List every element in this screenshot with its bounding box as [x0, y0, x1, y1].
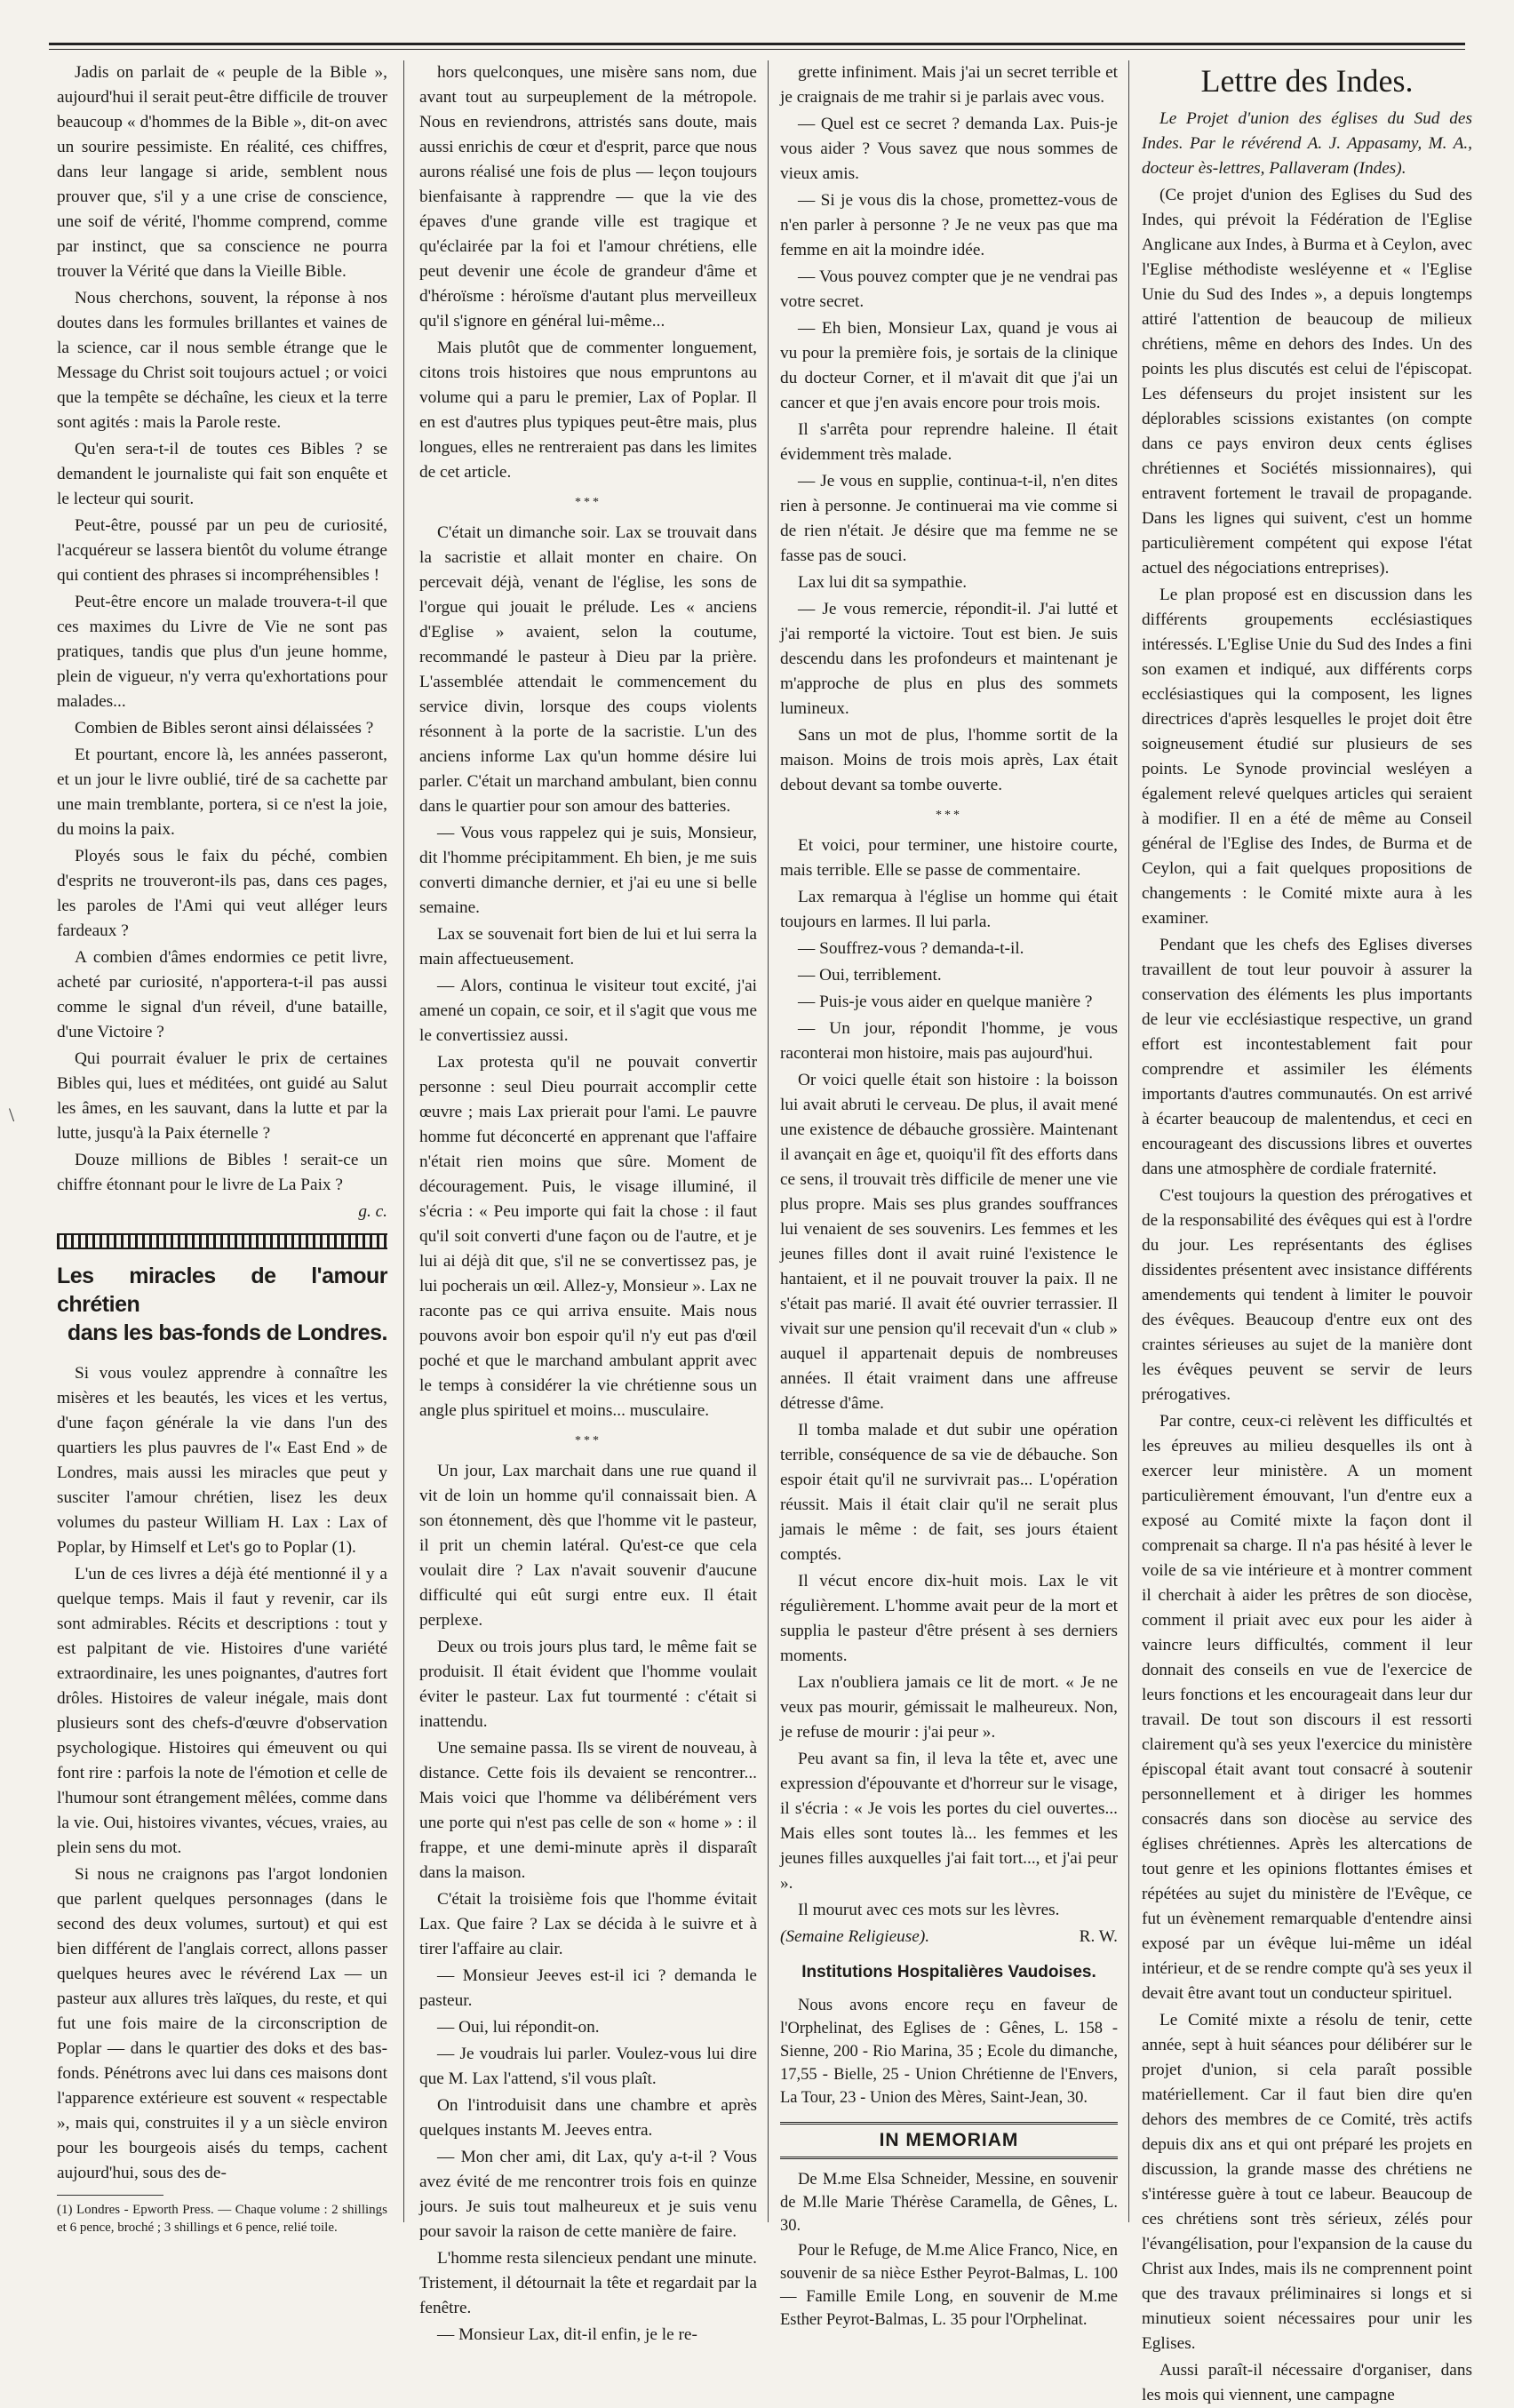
margin-mark: \ — [9, 1104, 15, 1126]
paragraph: On l'introduisit dans une chambre et après quelques instants M. Jeeves entra. — [419, 2096, 757, 2140]
paragraph: L'un de ces livres a déjà été mentionné il y a quelque temps. Mais il faut y revenir, car ils sont admirables. Récits et descriptions : tout y est palpitant de vie. Histoires d'une variété extraordinaire, les unes poignantes, d'autres fort drôles. Histoires de valeur inégale, mais dont plusieurs sont des chefs-d'œuvre d'observation psychologique. Histoires qui émeuvent ou qui font rire : parfois la note de l'émotion et celle de l'humour sont étrangement mêlées, comme dans la vie. Oui, histoires vivantes, vécues, vraies, au plein sens du mot. — [57, 1565, 387, 1857]
paragraph: — Oui, lui répondit-on. — [437, 2018, 600, 2037]
paragraph: hors quelconques, une misère sans nom, due avant tout au surpeuplement de la métropole. Nous en reviendrons, attristés sans doute, mais aussi enrichis de cœur et d'esprit, parce que nous aurons réalisé une fois de plus — leçon toujours bienfaisante à rapprendre — que la vie des épaves d'une grande ville est tragique et qu'éclairée par la foi et l'amour chrétiens, elle peut devenir une école de grandeur d'âme et d'héroïsme : héroïsme d'autant plus merveilleux qu'il s'ignore en général lui-même... — [419, 63, 757, 331]
paragraph: Le plan proposé est en discussion dans les différents groupements ecclésiastiques intéressés. L'Eglise Unie du Sud des Indes a fini son examen et indiqué, aux différents corps ecclésiastiques qui la composent, les lignes directrices d'après lesquelles le projet doit être soigneusement étudié sur plusieurs de ses points. Le Synode provincial wesléyen a également relevé quelques articles qui seraient à modifier. Il en a été de même au Conseil général de l'Eglise des Indes, de Burma et de Ceylon, qui a fait quelques propositions de changements : le Comité mixte aura à les examiner. — [1142, 586, 1472, 928]
institutions-title: Institutions Hospitalières Vaudoises. — [801, 1963, 1096, 1981]
source: (Semaine Religieuse). — [780, 1927, 930, 1946]
paragraph: Si nous ne craignons pas l'argot londonien que parlent quelques personnages (dans le second des deux volumes, surtout) et qui est bien différent de l'anglais correct, allons passer quelques heures avec le révérend Lax — un pasteur aux allures très laïques, du reste, et qui fut une fois maire de la circonscription de Poplar — dans le quartier des doks et des bas-fonds. Pénétrons avec lui dans ces maisons dont l'apparence extérieure est souvent « respectable », mais qui, construites il y a un siècle environ pour les bourgeois aisés du temps, cachent aujourd'hui, sous des de- — [57, 1865, 387, 2182]
column-3 — [780, 60, 1118, 2329]
paragraph: Par contre, ceux-ci relèvent les difficultés et les épreuves au milieu desquelles ils ont à exercer leur ministère. A un moment particulièrement émouvant, l'un d'entre eux a exposé au Comité mixte la façon dont il comprenait sa charge. Il n'a pas hésité à lever le voile de sa vie intérieure et à montrer comment il cherchait à aider les prêtres de son diocèse, comment il priait avec eux pour les aider à vaincre leurs difficultés, comment il leur donnait des conseils en vue de l'exercice de leurs fonctions et les encourageait dans leur dur travail. De tout son discours il est ressorti clairement qu'à ses yeux l'exercice du ministère épiscopal était avant tout consacré à soutenir personnellement et à diriger les hommes consacrés dans son diocèse au service des églises chrétiennes. Après les altercations de tout genre et les opinions flottantes émises et répétées au sujet du ministère de l'Evêque, ce fut un évènement remarquable d'entendre ainsi exposé par un évêque lui-même un idéal intérieur, et de se rendre compte qu'à ses yeux il devait être avant tout un conducteur spirituel. — [1142, 1412, 1472, 2003]
column-divider — [403, 60, 404, 2222]
paragraph: grette infiniment. Mais j'ai un secret terrible et je craignais de me trahir si je parlais avec vous. — [780, 63, 1118, 107]
paragraph: Il tomba malade et dut subir une opération terrible, conséquence de sa vie de débauche. Son espoir était qu'il ne survivrait pas... L'opération réussit. Mais il était clair qu'il ne serait plus jamais le même : de fait, ses jours étaient comptés. — [780, 1421, 1118, 1564]
paragraph: — Si je vous dis la chose, promettez-vous de n'en parler à personne ? Je ne veux pas que ma femme en ait la moindre idée. — [780, 191, 1118, 259]
paragraph: C'était un dimanche soir. Lax se trouvait dans la sacristie et allait monter en chaire. On percevait déjà, venant de l'église, les sons de l'orgue qui jouait le prélude. Les « anciens d'Eglise » avaient, selon la coutume, recommandé le pasteur à Dieu par la prière. L'assemblée attendait le commencement du service divin, lorsque des coups violents résonnent à la porte de la sacristie. L'un des anciens informe Lax qu'un homme désire lui parler. C'était un marchand ambulant, bien connu dans le quartier pour son amour des batteries. — [419, 523, 757, 816]
footnote-rule — [57, 2195, 163, 2196]
paragraph: C'est toujours la question des prérogatives et de la responsabilité des évêques qui est à l'ordre du jour. Les représentants des églises dissidentes présentent avec insistance différents amendements qui tendent à limiter le pouvoir des évêques. Beaucoup d'entre eux ont des craintes sérieuses au sujet de la manière dont les évêques peuvent se servir de leurs prérogatives. — [1142, 1186, 1472, 1404]
paragraph: — Oui, terriblement. — [798, 966, 942, 985]
paragraph: Ployés sous le faix du péché, combien d'esprits ne trouveront-ils pas, dans ces pages, les paroles de l'Ami qui veut alléger leurs fardeaux ? — [57, 847, 387, 940]
paragraph: — Monsieur Lax, dit-il enfin, je le re- — [437, 2325, 697, 2344]
lettre-subtitle: Le Projet d'union des églises du Sud des Indes. Par le révérend A. J. Appasamy, M. A., docteur ès-lettres, Pallaveram (Indes). — [1142, 109, 1472, 178]
signature: g. c. — [358, 1202, 387, 1221]
section-separator: *** — [936, 809, 962, 822]
paragraph: Peu avant sa fin, il leva la tête et, avec une expression d'épouvante et d'horreur sur le visage, il s'écria : « Je vois les portes du ciel ouvertes... Mais elles sont toutes là... les femmes et les jeunes filles auxquelles j'ai fait tort..., et j'ai peur ». — [780, 1750, 1118, 1893]
paragraph: Nous cherchons, souvent, la réponse à nos doutes dans les formules brillantes et vaines de la science, car il nous semble étrange que le Message du Christ soit toujours actuel ; or voici que la tempête se déchaîne, les cieux et la terre sont agités : mais la Parole reste. — [57, 289, 387, 432]
paragraph: — Vous vous rappelez qui je suis, Monsieur, dit l'homme précipitamment. Eh bien, je me suis converti dimanche dernier, et j'ai eu une si belle semaine. — [419, 824, 757, 917]
paragraph: Peut-être encore un malade trouvera-t-il que ces maximes du Livre de Vie ne sont pas pratiques, tandis que plus d'un jeune homme, plein de vigueur, n'y verra qu'exhortations pour malades... — [57, 593, 387, 711]
paragraph: Mais plutôt que de commenter longuement, citons trois histoires que nous empruntons au volume qui a paru le premier, Lax of Poplar. Il en est d'autres plus typiques peut-être mais, plus longues, elles ne rentreraient pas dans les limites de cet article. — [419, 339, 757, 482]
paragraph: A combien d'âmes endormies ce petit livre, acheté par curiosité, n'apportera-t-il pas aussi comme le signal d'un réveil, d'une bataille, d'une Victoire ? — [57, 948, 387, 1041]
paragraph: — Quel est ce secret ? demanda Lax. Puis-je vous aider ? Vous savez que nous sommes de vieux amis. — [780, 115, 1118, 183]
column-divider — [768, 60, 769, 2222]
article-title-line-2: dans les bas-fonds de Londres. — [67, 1320, 387, 1345]
paragraph: — Souffrez-vous ? demanda-t-il. — [798, 939, 1024, 958]
memoriam-entry: De M.me Elsa Schneider, Messine, en souvenir de M.lle Marie Thérèse Caramella, de Gênes, L. 30. — [780, 2171, 1118, 2235]
paragraph: Jadis on parlait de « peuple de la Bible », aujourd'hui il serait peut-être difficile de trouver beaucoup « d'hommes de la Bible », dit-on avec un sourire pessimiste. En réalité, ces chiffres, dans leur langage si aride, semblent nous prouver que, s'il y a une crise de conscience, une soif de vérité, l'homme comprend, comme par instinct, que sa conscience ne pourra trouver la Vérité que dans la Vieille Bible. — [57, 63, 387, 281]
paragraph: Il vécut encore dix-huit mois. Lax le vit régulièrement. L'homme avait peur de la mort et supplia le pasteur d'être présent à ses derniers moments. — [780, 1572, 1118, 1665]
footnote: (1) Londres - Epworth Press. — Chaque volume : 2 shillings et 6 pence, broché ; 3 shillings et 6 pence, relié toile. — [57, 2203, 387, 2235]
paragraph: Qu'en sera-t-il de toutes ces Bibles ? se demandent le journaliste qui fait son enquête et le lecteur qui sourit. — [57, 440, 387, 508]
paragraph: Deux ou trois jours plus tard, le même fait se produisit. Il était évident que l'homme voulait éviter le pasteur. Lax fut tourmenté : c'était si inattendu. — [419, 1638, 757, 1731]
paragraph: (Ce projet d'union des Eglises du Sud des Indes, qui prévoit la Fédération de l'Eglise Anglicane aux Indes, à Burma et à Ceylon, avec l'Eglise méthodiste wesléyenne et « l'Eglise Unie du Sud des Indes », a depuis longtemps attiré l'attention de beaucoup de milieux chrétiens, même en dehors des Indes. Un des points les plus discutés est celui de l'épiscopat. Les défenseurs du projet insistent sur les déplorables scissions existantes (on compte dans ce pays environ deux cents églises chrétiennes et Sociétés missionnaires), qui entravent fortement le travail de propagande. Dans les lignes qui suivent, c'est un homme particulièrement compétent qui expose l'état actuel des négociations entreprises). — [1142, 186, 1472, 578]
paragraph: — Un jour, répondit l'homme, je vous raconterai mon histoire, mais pas aujourd'hui. — [780, 1019, 1118, 1063]
paragraph: Qui pourrait évaluer le prix de certaines Bibles qui, lues et méditées, ont guidé au Salut les âmes, en les sauvant, dans la lutte et par la lutte, jusqu'à la Paix éternelle ? — [57, 1049, 387, 1143]
paragraph: Pendant que les chefs des Eglises diverses travaillent de tout leur pouvoir à assurer la conservation des éléments les plus importants de leur vie ecclésiastique respective, un grand effort est incontestablement fait pour comprendre et assimiler les éléments importants d'autres communautés. On est arrivé à écarter beaucoup de malentendus, et ceci en encourageant des discussions libres et ouvertes dans une atmosphère de cordiale fraternité. — [1142, 936, 1472, 1178]
column-4 — [1142, 60, 1472, 2404]
section-separator: *** — [575, 1434, 602, 1447]
paragraph: — Mon cher ami, dit Lax, qu'y a-t-il ? Vous avez évité de me rencontrer trois fois en quinze jours. Je suis tout malheureux et je suis venu pour savoir la raison de cette manière de faire. — [419, 2148, 757, 2241]
paragraph: Sans un mot de plus, l'homme sortit de la maison. Moins de trois mois après, Lax était debout devant sa tombe ouverte. — [780, 726, 1118, 794]
paragraph: Et pourtant, encore là, les années passeront, et un jour le livre oublié, tiré de sa cachette par une main tremblante, portera, si ce n'est la joie, du moins la paix. — [57, 746, 387, 839]
paragraph: Il s'arrêta pour reprendre haleine. Il était évidemment très malade. — [780, 420, 1118, 464]
paragraph: Un jour, Lax marchait dans une rue quand il vit de loin un homme qu'il connaissait bien. A son étonnement, dès que l'homme vit le pasteur, il prit un chemin latéral. Qu'est-ce que cela voulait dire ? Lax n'avait souvenir d'aucune difficulté qui eût surgi entre eux. Il était perplexe. — [419, 1462, 757, 1630]
paragraph: — Puis-je vous aider en quelque manière ? — [798, 993, 1093, 1011]
paragraph: Douze millions de Bibles ! serait-ce un chiffre étonnant pour le livre de La Paix ? — [57, 1151, 387, 1194]
column-1 — [57, 60, 387, 2235]
paragraph: C'était la troisième fois que l'homme évitait Lax. Que faire ? Lax se décida à le suivre et à tirer l'affaire au clair. — [419, 1890, 757, 1958]
paragraph: Lax se souvenait fort bien de lui et lui serra la main affectueusement. — [419, 925, 757, 969]
top-rule-thin — [49, 49, 1465, 50]
paragraph: Combien de Bibles seront ainsi délaissées ? — [75, 719, 374, 738]
paragraph: Aussi paraît-il nécessaire d'organiser, dans les mois qui viennent, une campagne — [1142, 2361, 1472, 2404]
paragraph: — Monsieur Jeeves est-il ici ? demanda le pasteur. — [419, 1966, 757, 2010]
paragraph: Lax n'oubliera jamais ce lit de mort. « Je ne veux pas mourir, gémissait le malheureux. Non, je refuse de mourir : j'ai peur ». — [780, 1673, 1118, 1742]
column-2 — [419, 60, 757, 2344]
paragraph: Le Comité mixte a résolu de tenir, cette année, sept à huit séances pour délibérer sur le projet d'union, si cela paraît possible matériellement. Car il faut bien dire qu'en dehors des membres de ce Comité, très actifs depuis dix ans et qui ont préparé les projets en discussion, la grande masse des chrétiens ne s'intéresse guère à tout ce labeur. Beaucoup de ces chrétiens sont très sérieux, zélés pour l'évangélisation, pour l'expansion de la cause du Christ aux Indes, mais ils ne comprennent point que des travaux préliminaires si longs et si minutieux soient nécessaires pour unir les Eglises. — [1142, 2011, 1472, 2353]
paragraph: Il mourut avec ces mots sur les lèvres. — [798, 1901, 1060, 1919]
paragraph: Une semaine passa. Ils se virent de nouveau, à distance. Cette fois ils devaient se rencontrer... Mais voici que l'homme va délibérément vers une porte qui n'est pas celle de son « home » : il frappe, et une demi-minute après il disparaît dans la maison. — [419, 1739, 757, 1882]
paragraph: Lax protesta qu'il ne pouvait convertir personne : seul Dieu pourrait accomplir cette œuvre ; mais Lax prierait pour l'ami. Le pauvre homme fut déconcerté en apprenant que l'affaire n'était rien moins que sûre. Moment de découragement. Puis, le visage illuminé, il s'écria : « Peu importe qui fait la chose : il faut qu'il soit converti d'une façon ou de l'autre, et je lui ai déjà dit que, s'il ne se convertissez pas, je lui pocherais un œil. Allez-y, Monsieur ». Lax ne raconte pas ce qui arriva ensuite. Mais nous pouvons avoir bon espoir qu'il n'y eut pas d'œil poché et que le marchand ambulant apprit avec le temps à considérer la vie chrétienne sous un angle plus spirituel et moins... musculaire. — [419, 1053, 757, 1420]
paragraph: — Je vous remercie, répondit-il. J'ai lutté et j'ai remporté la victoire. Tout est bien. Je suis descendu dans les profondeurs et maintenant je m'approche de plus en plus des sommets lumineux. — [780, 600, 1118, 718]
paragraph: Si vous voulez apprendre à connaître les misères et les beautés, les vices et les vertus, d'une façon générale la vie dans l'un des quartiers les plus pauvres de l'« East End » de Londres, mais aussi les miracles que peut y susciter l'amour chrétien, lisez les deux volumes du pasteur William H. Lax : Lax of Poplar, by Himself et Let's go to Poplar (1). — [57, 1364, 387, 1557]
top-rule — [49, 43, 1465, 45]
paragraph: L'homme resta silencieux pendant une minute. Tristement, il détournait la tête et regardait par la fenêtre. — [419, 2249, 757, 2317]
article-title-line-1: Les miracles de l'amour chrétien — [57, 1264, 387, 1317]
paragraph: Et voici, pour terminer, une histoire courte, mais terrible. Elle se passe de commentaire. — [780, 836, 1118, 880]
paragraph: Lax remarqua à l'église un homme qui était toujours en larmes. Il lui parla. — [780, 888, 1118, 931]
section-separator: *** — [575, 496, 602, 509]
memoriam-title: IN MEMORIAM — [780, 2122, 1118, 2159]
paragraph: Peut-être, poussé par un peu de curiosité, l'acquéreur se lassera bientôt du volume étrange qui contient des phrases si incompréhensibles ! — [57, 516, 387, 585]
column-divider — [1128, 60, 1129, 2222]
memoriam-entry: Pour le Refuge, de M.me Alice Franco, Nice, en souvenir de sa nièce Esther Peyrot-Balmas, L. 100 — Famille Emile Long, en souvenir de M.me Esther Peyrot-Balmas, L. 35 pour l'Orphelinat. — [780, 2242, 1118, 2329]
ornament-divider — [57, 1233, 387, 1249]
paragraph: — Eh bien, Monsieur Lax, quand je vous ai vu pour la première fois, je sortais de la clinique du docteur Corner, et il m'avait dit que j'ai un cancer et que j'en avais encore pour trois mois. — [780, 319, 1118, 412]
paragraph: Lax lui dit sa sympathie. — [798, 573, 968, 592]
source-line — [780, 1925, 1118, 1950]
institutions-text: Nous avons encore reçu en faveur de l'Orphelinat, des Eglises de : Gênes, L. 158 - Sienne, 200 - Rio Marina, 35 ; Ecole du dimanche, 17,55 - Bielle, 25 - Union Chrétienne de l'Envers, La Tour, 23 - Union des Mères, Saint-Jean, 30. — [780, 1997, 1118, 2107]
paragraph: — Vous pouvez compter que je ne vendrai pas votre secret. — [780, 267, 1118, 311]
article-title — [57, 1262, 387, 1347]
paragraph: Or voici quelle était son histoire : la boisson lui avait abruti le cerveau. De plus, il avait mené une existence de débauche grossière. Maintenant il avançait en âge et, quoiqu'il fît des efforts dans ce sens, il trouvait très difficile de mener une vie plus propre. Mais ses plus grandes souffrances lui venaient de ses souvenirs. Les femmes et les jeunes filles dont il avait ruiné l'existence le hantaient, et il ne pouvait trouver la paix. Il ne s'était pas marié. Il avait été ouvrier terrassier. Il vivait sur une pension qu'il recevait d'un « club » auquel il appartenait depuis de nombreuses années. Il était vraiment dans une affreuse détresse d'âme. — [780, 1071, 1118, 1413]
paragraph: — Alors, continua le visiteur tout excité, j'ai amené un copain, ce soir, et il s'agit que vous me le convertissiez aussi. — [419, 977, 757, 1045]
paragraph: — Je vous en supplie, continua-t-il, n'en dites rien à personne. Je continuerai ma vie comme si de rien n'était. Je désire que ma femme ne se fasse pas de souci. — [780, 472, 1118, 565]
lettre-title: Lettre des Indes. — [1200, 63, 1414, 99]
source-signature: R. W. — [1079, 1927, 1118, 1946]
paragraph: — Je voudrais lui parler. Voulez-vous lui dire que M. Lax l'attend, s'il vous plaît. — [419, 2045, 757, 2088]
